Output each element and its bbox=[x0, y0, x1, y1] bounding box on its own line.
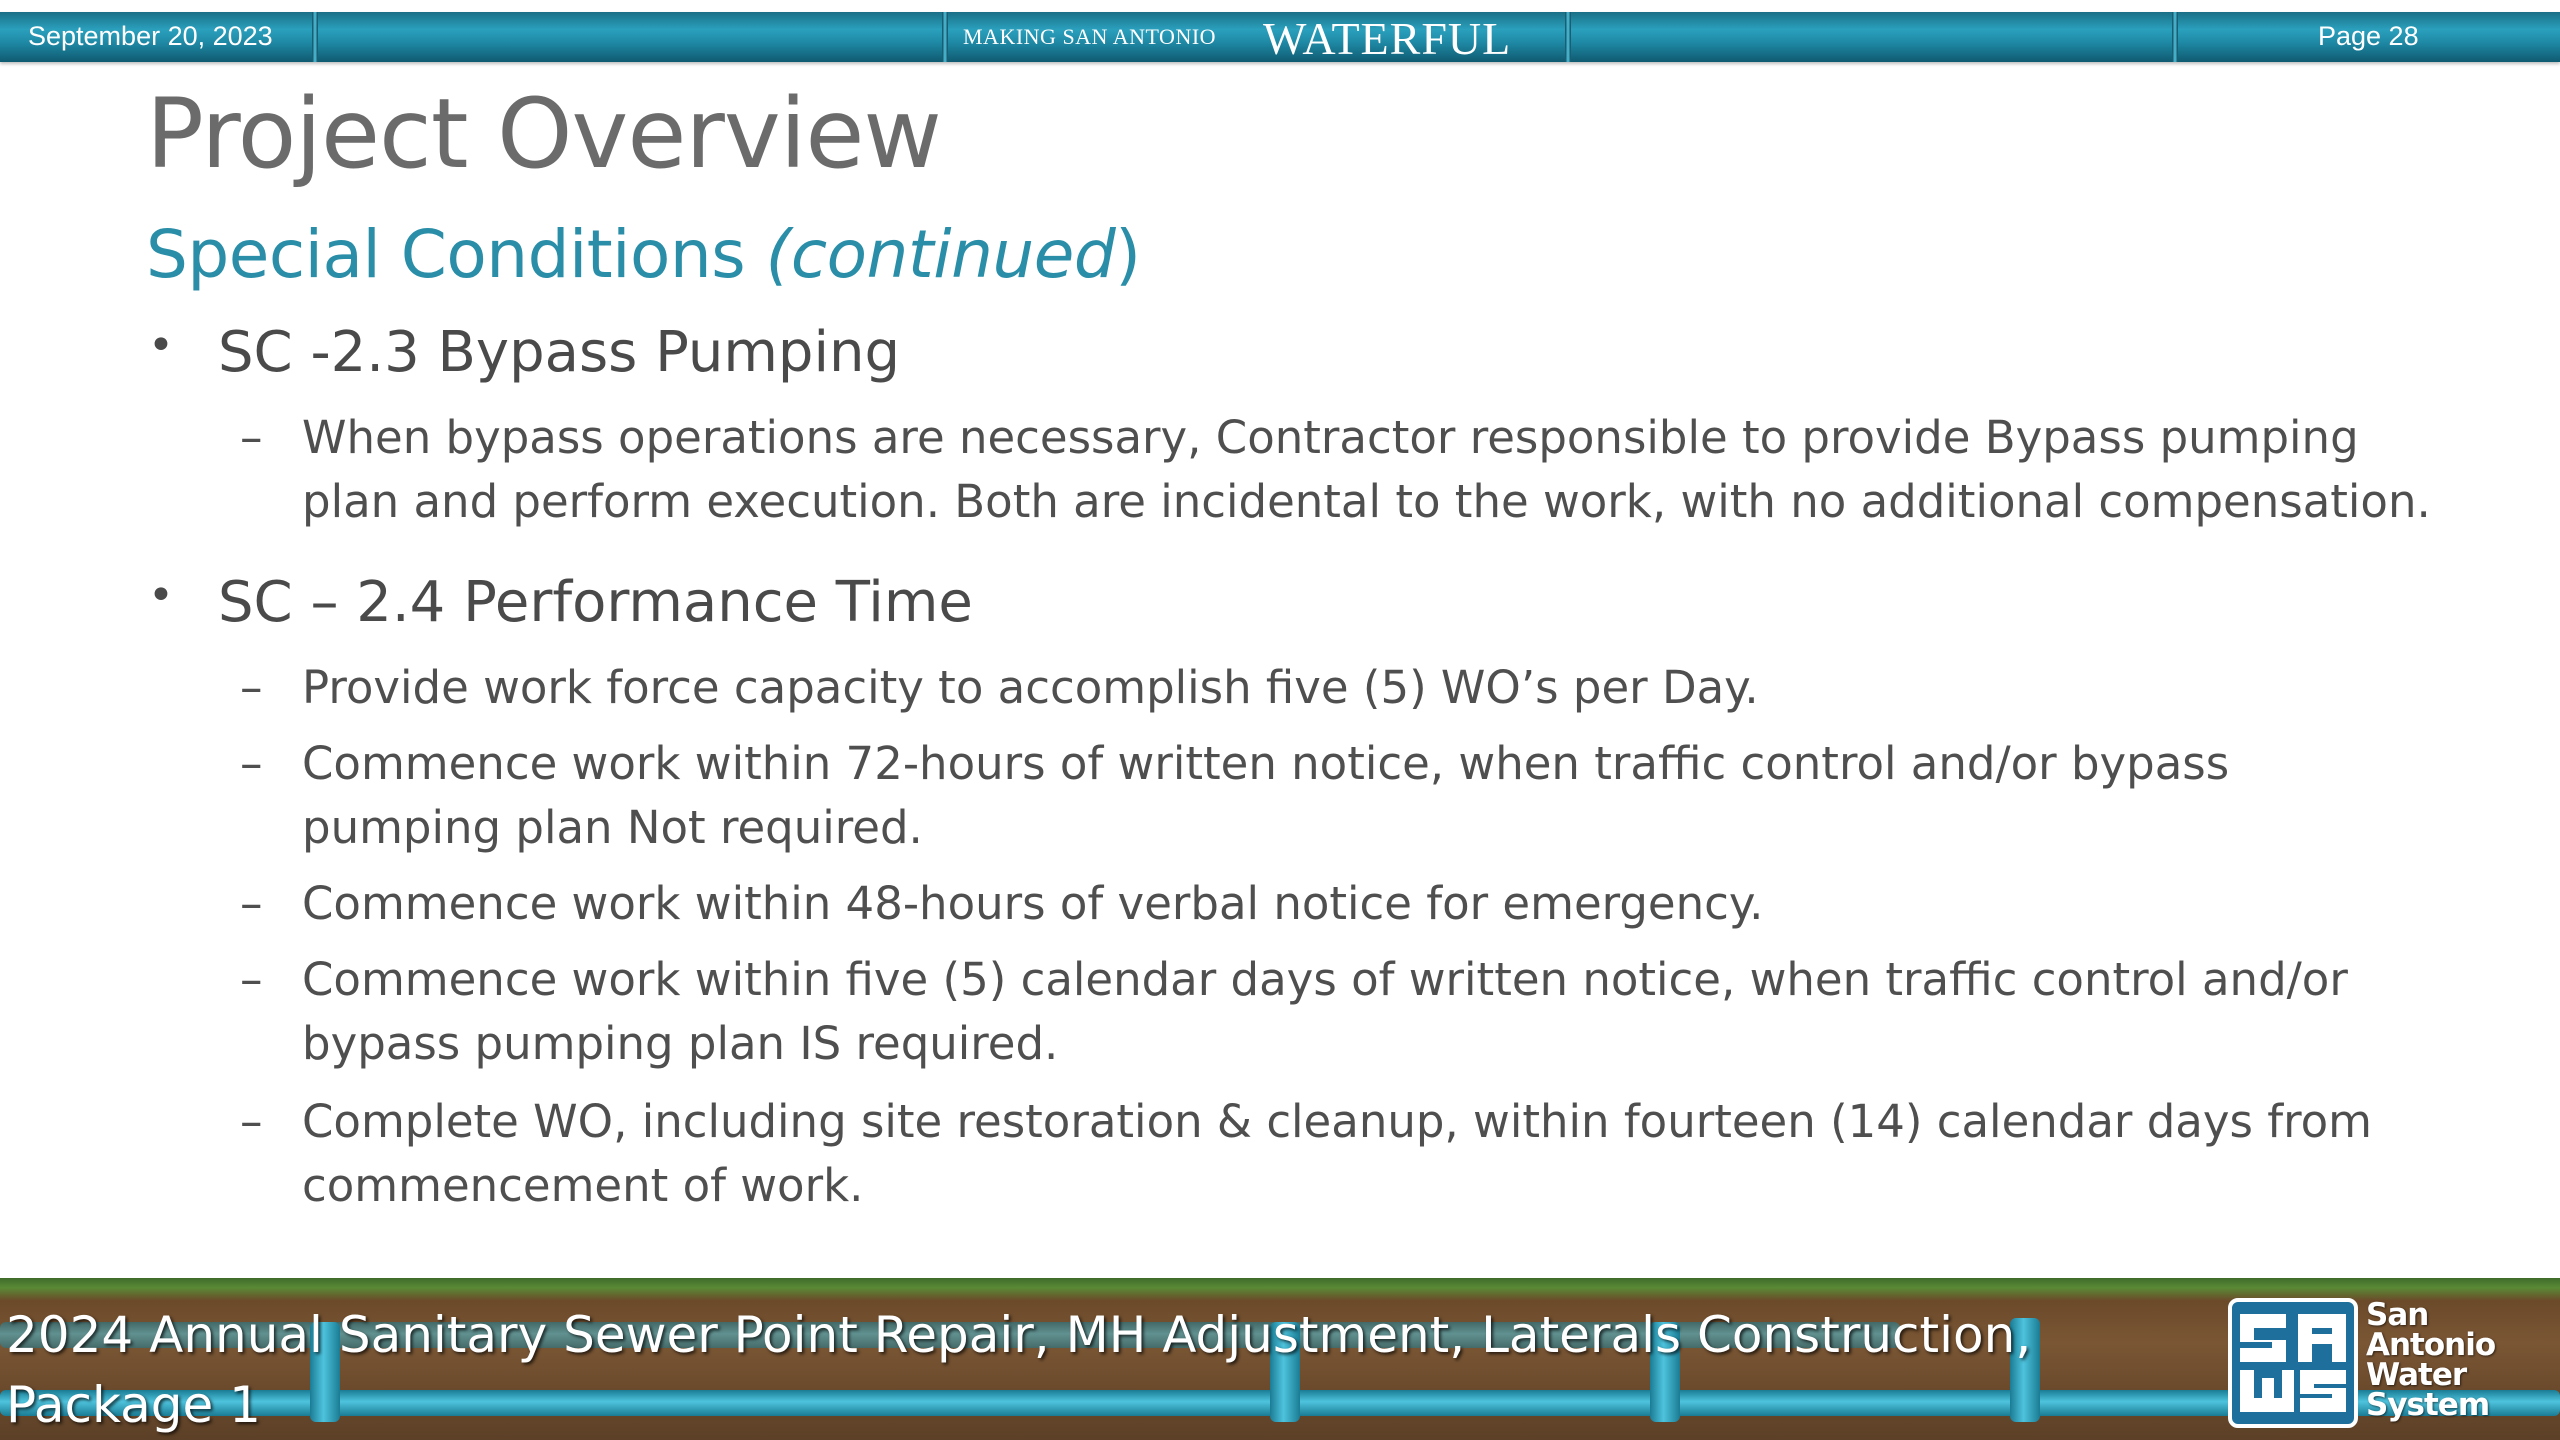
list-item bbox=[240, 732, 2442, 860]
list-item bbox=[240, 872, 2442, 936]
footer-banner bbox=[0, 1278, 2560, 1440]
saws-logo bbox=[2228, 1298, 2538, 1428]
dash-icon: – bbox=[240, 953, 263, 1006]
list-item bbox=[240, 948, 2442, 1076]
banner-divider bbox=[2172, 12, 2178, 62]
banner-divider bbox=[1565, 12, 1571, 62]
list-item bbox=[240, 656, 2442, 720]
logo-line: System bbox=[2366, 1387, 2490, 1423]
subtitle-main: Special Conditions bbox=[146, 216, 766, 293]
list-item bbox=[240, 1090, 2442, 1218]
section-heading bbox=[148, 570, 973, 635]
header-date: September 20, 2023 bbox=[28, 21, 273, 51]
bullet-dot-icon: • bbox=[148, 320, 174, 371]
saws-logo-icon bbox=[2228, 1298, 2358, 1428]
logo-wordmark bbox=[2366, 1297, 2496, 1423]
logo-line: Water bbox=[2366, 1357, 2467, 1393]
dash-icon: – bbox=[240, 661, 263, 714]
list-item-text: Commence work within 72-hours of written notice, when traffic control and/or bypass pumping plan Not required. bbox=[302, 737, 2230, 854]
subtitle-italic: (continued bbox=[765, 216, 1116, 293]
list-item-text: Complete WO, including site restoration & cleanup, within fourteen (14) calendar days from commencement of work. bbox=[302, 1095, 2372, 1212]
dash-icon: – bbox=[240, 737, 263, 790]
dash-icon: – bbox=[240, 411, 263, 464]
list-item-text: Commence work within 48-hours of verbal notice for emergency. bbox=[302, 877, 1764, 930]
list-item-text: Commence work within five (5) calendar days of written notice, when traffic control and/or bypass pumping plan IS required. bbox=[302, 953, 2348, 1070]
logo-line: Antonio bbox=[2366, 1327, 2496, 1363]
header-brand: WATERFUL bbox=[1263, 13, 1512, 64]
list-item-text: Provide work force capacity to accomplish five (5) WO’s per Day. bbox=[302, 661, 1759, 714]
subtitle-close: ) bbox=[1115, 216, 1141, 293]
section-heading-text: SC – 2.4 Performance Time bbox=[218, 570, 973, 635]
slide-subtitle bbox=[146, 216, 1140, 293]
list-item-text: When bypass operations are necessary, Contractor responsible to provide Bypass pumping plan and perform execution. Both are incidental to the work, with no additional compensation. bbox=[302, 411, 2431, 528]
header-tagline: MAKING SAN ANTONIO bbox=[963, 24, 1217, 49]
footer-project-title: 2024 Annual Sanitary Sewer Point Repair, MH Adjustment, Laterals Construction, Package 1 bbox=[6, 1306, 2032, 1434]
section-heading bbox=[148, 320, 901, 385]
page-number: Page 28 bbox=[2318, 21, 2419, 51]
dash-icon: – bbox=[240, 1095, 263, 1148]
dash-icon: – bbox=[240, 877, 263, 930]
banner-divider bbox=[942, 12, 948, 62]
section-heading-text: SC -2.3 Bypass Pumping bbox=[218, 320, 901, 385]
banner-divider bbox=[312, 12, 318, 62]
list-item bbox=[240, 406, 2442, 534]
logo-line: San bbox=[2366, 1297, 2429, 1333]
bullet-dot-icon: • bbox=[148, 570, 174, 621]
slide-title: Project Overview bbox=[146, 78, 941, 190]
